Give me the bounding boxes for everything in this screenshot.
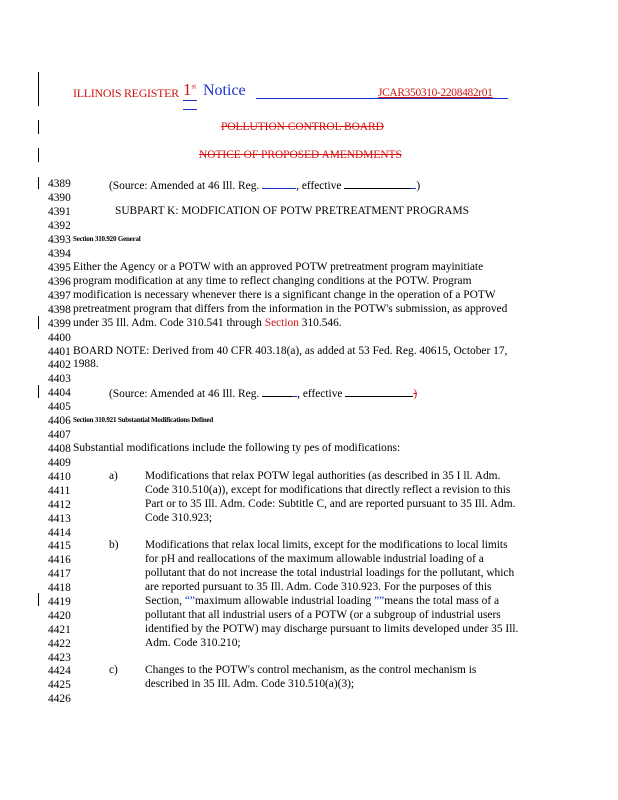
line-number: 4410 bbox=[48, 471, 71, 483]
line-number: 4420 bbox=[48, 610, 71, 622]
line-number: 4413 bbox=[48, 513, 71, 525]
line-number: 4421 bbox=[48, 624, 71, 636]
item-c-line: Changes to the POTW's control mechanism, as the control mechanism is bbox=[145, 664, 477, 676]
change-bar bbox=[38, 120, 39, 134]
line-number: 4389 bbox=[48, 178, 71, 190]
line-number: 4397 bbox=[48, 290, 71, 302]
line-number: 4418 bbox=[48, 582, 71, 594]
line-number: 4402 bbox=[48, 359, 71, 371]
item-b-line bbox=[145, 595, 499, 608]
change-bar bbox=[38, 316, 39, 329]
register-title: ILLINOIS REGISTER bbox=[73, 86, 179, 100]
insert-marks bbox=[183, 100, 197, 110]
change-bar bbox=[38, 177, 39, 189]
line-number: 4403 bbox=[48, 373, 71, 385]
line-number: 4412 bbox=[48, 499, 71, 511]
change-bar bbox=[38, 593, 39, 606]
line-number: 4417 bbox=[48, 568, 71, 580]
notice-title: NOTICE OF PROPOSED AMENDMENTS bbox=[199, 149, 402, 161]
line-number: 4400 bbox=[48, 332, 71, 344]
line-number: 4398 bbox=[48, 304, 71, 316]
page-marker-sup: st bbox=[191, 82, 197, 91]
section-921-heading: Section 310.921 Substantial Modifications Defined bbox=[73, 416, 214, 424]
item-a-label: a) bbox=[109, 470, 118, 482]
item-b-line: for pH and reallocations of the maximum allowable industrial loading of a bbox=[145, 553, 484, 565]
line-number: 4392 bbox=[48, 220, 71, 232]
para-920-line: modification is necessary whenever there is a significant change in the operation of a POTW bbox=[73, 289, 496, 301]
line-number: 4408 bbox=[48, 443, 71, 455]
item-b-line: pollutant that all industrial users of a POTW (or a subgroup of industrial users bbox=[145, 609, 501, 621]
item-b-line: Modifications that relax local limits, except for the modifications to local limits bbox=[145, 539, 508, 551]
source-end: ) bbox=[416, 180, 421, 192]
source-note-1 bbox=[109, 178, 420, 193]
change-bar bbox=[38, 72, 39, 106]
line-number: 4419 bbox=[48, 596, 71, 608]
text-run: means the total mass of a bbox=[384, 595, 500, 607]
item-b-line: identified by the POTW) may discharge pursuant to limits developed under 35 Ill. bbox=[145, 623, 519, 635]
text-run: under 35 Ill. Adm. Code 310.541 through bbox=[73, 317, 265, 329]
text-run: Section, bbox=[145, 595, 185, 607]
item-a-line: Part or to 35 Ill. Adm. Code: Subtitle C, and are reported pursuant to 35 Ill. Adm. bbox=[145, 498, 516, 510]
line-number: 4407 bbox=[48, 429, 71, 441]
para-920-line: pretreatment program that differs from the information in the POTW's submission, as approved bbox=[73, 303, 508, 315]
line-number: 4409 bbox=[48, 457, 71, 469]
line-number: 4423 bbox=[48, 652, 71, 664]
line-number: 4424 bbox=[48, 665, 71, 677]
text-run: maximum allowable industrial loading bbox=[195, 595, 375, 607]
board-name: POLLUTION CONTROL BOARD bbox=[221, 121, 384, 133]
source-prefix: (Source: Amended at 46 Ill. Reg. bbox=[109, 388, 260, 400]
line-number: 4393 bbox=[48, 234, 71, 246]
line-number: 4426 bbox=[48, 693, 71, 705]
blank-line bbox=[262, 178, 296, 189]
item-a-line: Modifications that relax POTW legal authorities (as described in 35 I ll. Adm. bbox=[145, 470, 501, 482]
page-marker-number: 1 bbox=[183, 80, 192, 99]
item-b-line: pollutant that do not increase the total industrial loadings for the pollutant, which bbox=[145, 567, 515, 579]
item-a-line: Code 310.923; bbox=[145, 512, 213, 524]
line-number: 4411 bbox=[48, 485, 71, 497]
blank-line bbox=[262, 386, 292, 397]
line-number: 4399 bbox=[48, 318, 71, 330]
line-number: 4394 bbox=[48, 248, 71, 260]
source-prefix: (Source: Amended at 46 Ill. Reg. bbox=[109, 180, 260, 192]
para-920-line: program modification at any time to reflect changing conditions at the POTW. Program bbox=[73, 275, 472, 287]
item-b-line: Adm. Code 310.210; bbox=[145, 637, 241, 649]
board-note-line: 1988. bbox=[73, 358, 99, 370]
para-920-line: Either the Agency or a POTW with an approved POTW pretreatment program mayinitiate bbox=[73, 261, 484, 273]
blank-line bbox=[344, 178, 410, 189]
board-note-line: BOARD NOTE: Derived from 40 CFR 403.18(a), as added at 53 Fed. Reg. 40615, October 17, bbox=[73, 345, 508, 357]
source-mid: , effective bbox=[297, 388, 343, 400]
item-b-line: are reported pursuant to 35 Ill. Adm. Code 310.923. For the purposes of this bbox=[145, 581, 492, 593]
line-number: 4391 bbox=[48, 206, 71, 218]
source-mid: , effective bbox=[296, 180, 342, 192]
line-number: 4404 bbox=[48, 387, 71, 399]
change-bar bbox=[38, 148, 39, 162]
line-number: 4401 bbox=[48, 346, 71, 358]
page-marker bbox=[183, 80, 196, 100]
inserted-text: Section bbox=[264, 317, 299, 329]
item-c-label: c) bbox=[109, 664, 118, 676]
subpart-heading: SUBPART K: MODFICATION OF POTW PRETREATMENT PROGRAMS bbox=[115, 205, 469, 217]
line-number: 4406 bbox=[48, 415, 71, 427]
line-number: 4396 bbox=[48, 276, 71, 288]
source-note-2 bbox=[109, 386, 417, 401]
line-number: 4416 bbox=[48, 554, 71, 566]
line-number: 4405 bbox=[48, 401, 71, 413]
item-a-line: Code 310.510(a)), except for modifications that directly reflect a revision to this bbox=[145, 484, 511, 496]
line-number: 4414 bbox=[48, 527, 71, 539]
intro-921: Substantial modifications include the following ty pes of modifications: bbox=[73, 442, 401, 454]
edited-quote: ”” bbox=[374, 595, 385, 607]
change-bar bbox=[38, 385, 39, 398]
text-run: 310.546. bbox=[298, 317, 342, 329]
line-number: 4395 bbox=[48, 262, 71, 274]
blank-line bbox=[345, 386, 413, 397]
line-number: 4390 bbox=[48, 192, 71, 204]
notice-label: Notice bbox=[203, 82, 246, 99]
source-end: ) bbox=[413, 388, 418, 400]
edited-quote: “” bbox=[184, 595, 195, 607]
line-number: 4425 bbox=[48, 679, 71, 691]
item-b-label: b) bbox=[109, 539, 119, 551]
line-number: 4415 bbox=[48, 540, 71, 552]
para-920-line bbox=[73, 317, 342, 330]
item-c-line: described in 35 Ill. Adm. Code 310.510(a)(3); bbox=[145, 678, 355, 690]
register-code: JCAR350310-2208482r01 bbox=[378, 87, 493, 99]
line-number: 4422 bbox=[48, 638, 71, 650]
section-920-heading: Section 310.920 General bbox=[73, 235, 141, 243]
